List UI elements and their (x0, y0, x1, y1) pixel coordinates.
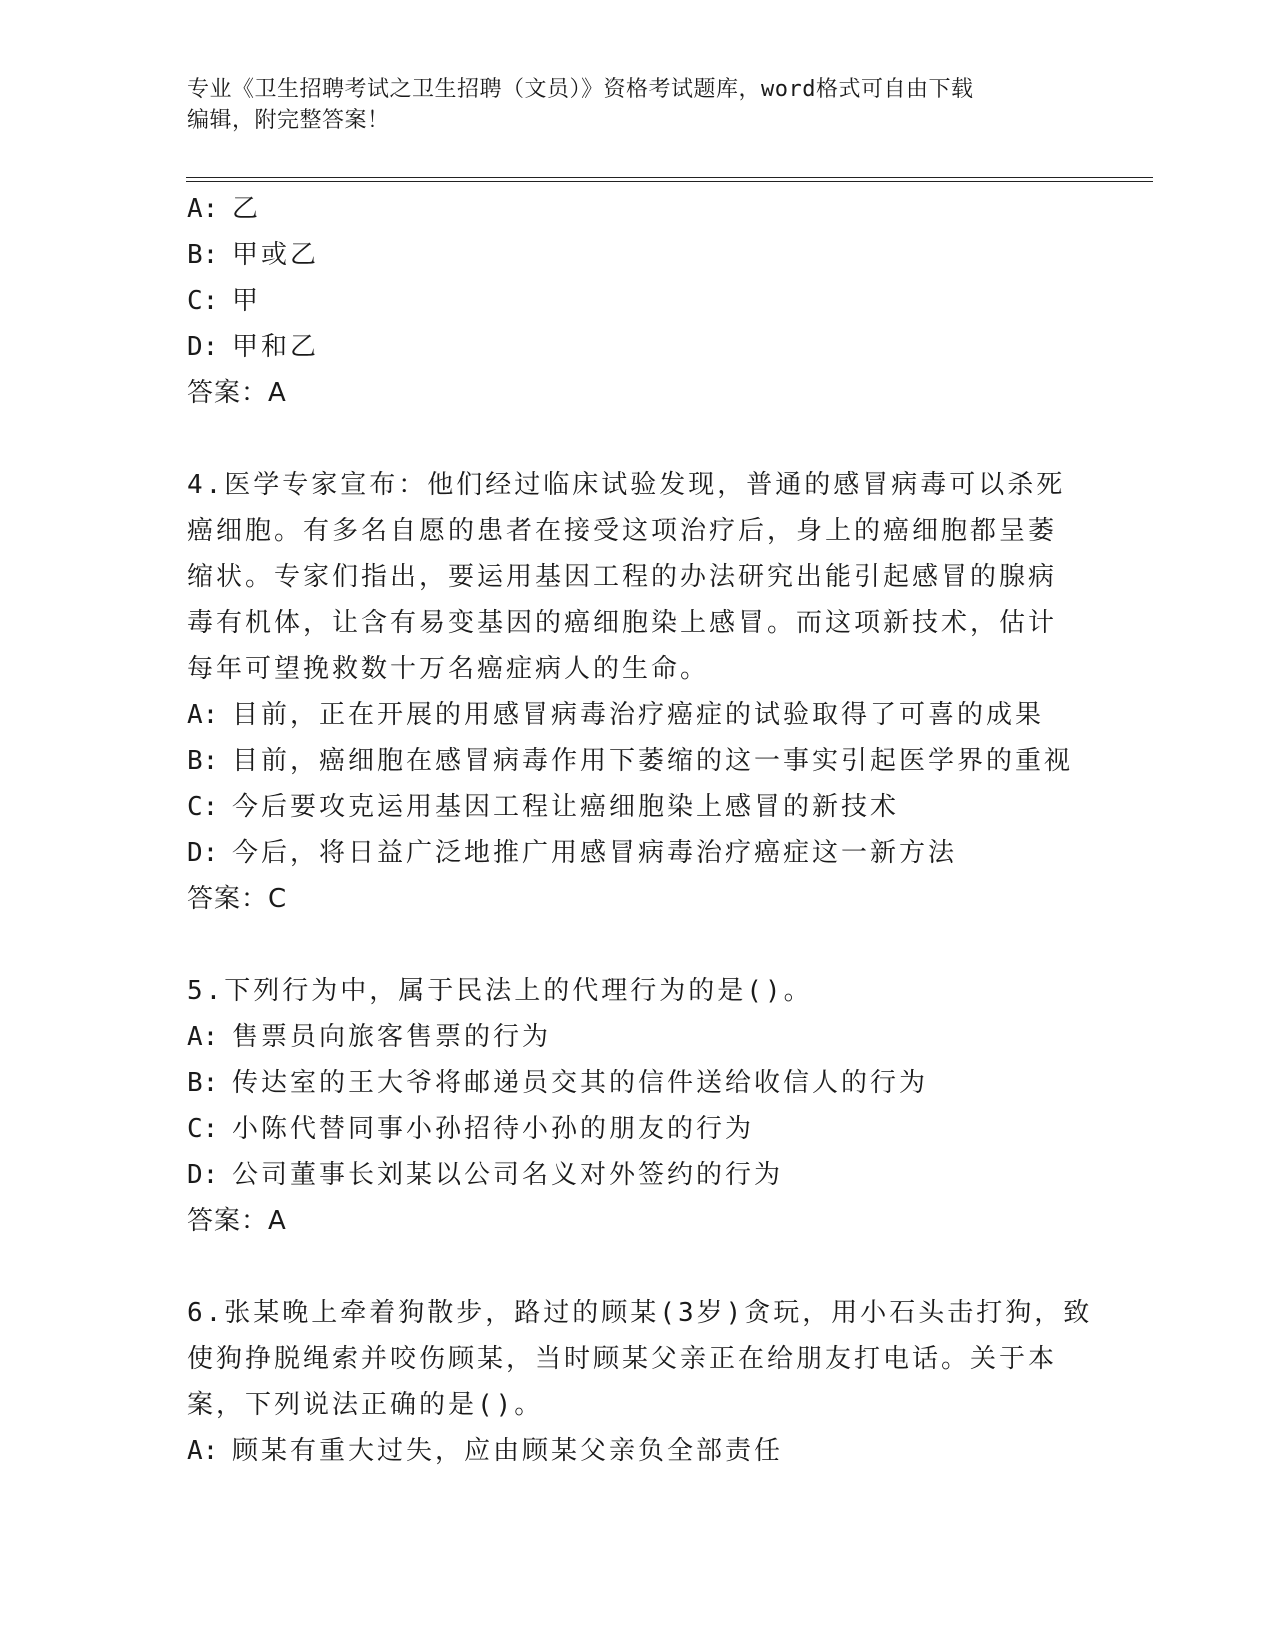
option-c (187, 784, 1087, 830)
option-a (187, 186, 1087, 232)
option-letter: A: (187, 700, 219, 730)
option-c (187, 278, 1087, 324)
option-a (187, 1014, 1087, 1060)
question-stem (187, 1290, 1093, 1428)
option-text: 目前，癌细胞在感冒病毒作用下萎缩的这一事实引起医学界的重视 (232, 746, 1074, 776)
stem-line: 6.张某晚上牵着狗散步，路过的顾某(3岁)贪玩，用小石头击打狗，致 (187, 1298, 1093, 1328)
stem-line: 5.下列行为中，属于民法上的代理行为的是()。 (187, 976, 813, 1006)
option-letter: A: (187, 194, 219, 224)
answer: 答案：A (187, 1206, 287, 1236)
document-header (187, 74, 1087, 136)
option-text: 顾某有重大过失，应由顾某父亲负全部责任 (232, 1436, 784, 1466)
stem-line: 每年可望挽救数十万名癌症病人的生命。 (187, 654, 710, 684)
option-text: 售票员向旅客售票的行为 (232, 1022, 552, 1052)
option-text: 甲或乙 (232, 240, 320, 270)
option-text: 乙 (232, 194, 262, 224)
header-divider-bottom (186, 181, 1153, 182)
option-text: 今后，将日益广泛地推广用感冒病毒治疗癌症这一新方法 (232, 838, 958, 868)
question-stem (187, 968, 1087, 1014)
option-d (187, 1152, 1087, 1198)
stem-line: 癌细胞。有多名自愿的患者在接受这项治疗后，身上的癌细胞都呈萎 (187, 516, 1058, 546)
option-b (187, 232, 1087, 278)
stem-line: 使狗挣脱绳索并咬伤顾某，当时顾某父亲正在给朋友打电话。关于本 (187, 1344, 1058, 1374)
stem-line: 缩状。专家们指出，要运用基因工程的办法研究出能引起感冒的腺病 (187, 562, 1058, 592)
stem-line: 案，下列说法正确的是()。 (187, 1390, 544, 1420)
option-d (187, 830, 1087, 876)
option-text: 甲和乙 (232, 332, 320, 362)
option-letter: A: (187, 1436, 219, 1466)
question-3 (187, 186, 1087, 416)
spacer (187, 416, 1087, 462)
option-b (187, 738, 1087, 784)
option-letter: D: (187, 838, 219, 868)
option-text: 目前，正在开展的用感冒病毒治疗癌症的试验取得了可喜的成果 (232, 700, 1045, 730)
answer: 答案：C (187, 884, 288, 914)
option-text: 传达室的王大爷将邮递员交其的信件送给收信人的行为 (232, 1068, 929, 1098)
question-6 (187, 1290, 1093, 1474)
question-list (187, 186, 1093, 1474)
option-d (187, 324, 1087, 370)
option-letter: C: (187, 286, 219, 316)
answer: 答案：A (187, 378, 287, 408)
option-letter: B: (187, 240, 219, 270)
option-letter: B: (187, 1068, 219, 1098)
spacer (187, 922, 1087, 968)
spacer (187, 1244, 1087, 1290)
question-stem (187, 462, 1087, 692)
option-letter: A: (187, 1022, 219, 1052)
option-text: 今后要攻克运用基因工程让癌细胞染上感冒的新技术 (232, 792, 900, 822)
option-text: 小陈代替同事小孙招待小孙的朋友的行为 (232, 1114, 755, 1144)
option-letter: D: (187, 332, 219, 362)
option-b (187, 1060, 1087, 1106)
question-4 (187, 462, 1087, 922)
option-letter: D: (187, 1160, 219, 1190)
header-line-2: 编辑，附完整答案！ (187, 108, 390, 133)
option-letter: C: (187, 1114, 219, 1144)
header-divider-top (186, 177, 1153, 178)
stem-line: 4.医学专家宣布：他们经过临床试验发现，普通的感冒病毒可以杀死 (187, 470, 1066, 500)
option-a (187, 692, 1087, 738)
option-letter: B: (187, 746, 219, 776)
option-a (187, 1428, 1087, 1474)
stem-line: 毒有机体，让含有易变基因的癌细胞染上感冒。而这项新技术，估计 (187, 608, 1058, 638)
question-5 (187, 968, 1087, 1244)
option-text: 甲 (232, 286, 262, 316)
header-line-1: 专业《卫生招聘考试之卫生招聘（文员）》资格考试题库，word格式可自由下载 (187, 77, 974, 102)
option-letter: C: (187, 792, 219, 822)
option-text: 公司董事长刘某以公司名义对外签约的行为 (232, 1160, 784, 1190)
option-c (187, 1106, 1087, 1152)
